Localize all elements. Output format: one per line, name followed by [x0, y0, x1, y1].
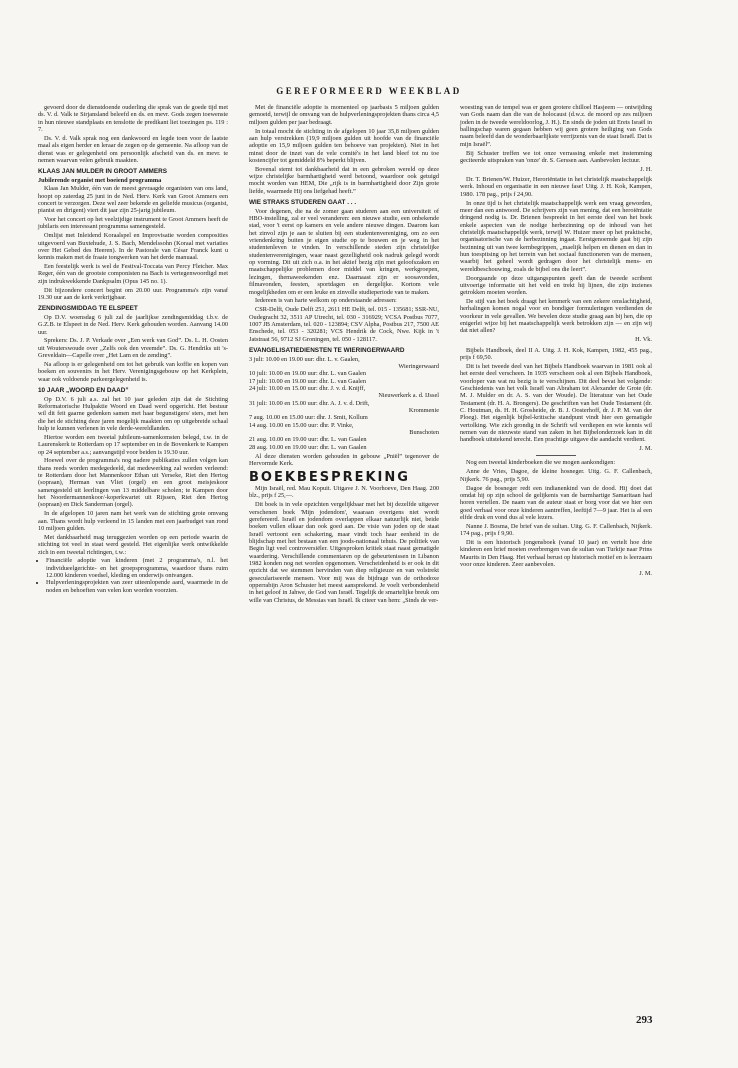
paragraph: Hiertoe worden een tweetal jubileum-samenkomsten belegd, t.w. in de Laurenskerk te Rotterdam op 17 september en in de Bovenkerk te Kampen op 24 september a.s.; aanvangstijd voor beiden is 19.30 uur. — [38, 433, 228, 456]
schedule-line: Nieuwerkerk a. d. IJssel — [378, 392, 439, 400]
paragraph: In onze tijd is het christelijk maatschappelijk werk een vraag geworden, meer dan een antwoord. De schrijvers zijn van mening, dat een heroiëntatie dringend nodig is. Dr. Brienen bespreekt in het eerste deel van het boek enkele aspecten van de nodige herbezinning op de inhoud van het christelijk maatschappelijk werk, terwijl W. Huizer meer op het praktische, organisatorische van de herbezinning ingaat. Eerstgenoemde gaat bij zijn bezinning uit van twee kernbegrippen, „maelijk helpen en dienen en dan in hun toespitsing op het terrein van het sociaal functioneren van de mensen, waarbij het geheel wordt gedragen door het christelijk mens- en wereldbeschouwing, zoals de bijbel ons die leert”. — [460, 199, 652, 273]
list-item: • Financiële adoptie van kinderen (met 2 programma's, n.l. het individueelgerichte- en het groepsprogramma, waardoor thans ruim 12.000 kinderen voedsel, kleding en onderwijs ontvangen. — [46, 557, 228, 579]
bullet-list — [38, 557, 228, 594]
paragraph: Al deze diensten worden gehouden in gebouw „Pniël” tegenover de Hervormde Kerk. — [249, 452, 439, 468]
paragraph: Bij Schuster treffen we tot onze verrassing enkele met instemming geciteerde uitspraken van 'onze' dr. S. Gerssen aan. Aanbevolen lectuur. — [460, 149, 652, 164]
paragraph: In de afgelopen 10 jaren nam het werk van de stichting grote omvang aan. Thans wordt hulp verleend in 15 landen met een jaarbudget van rond 10 miljoen gulden. — [38, 510, 228, 532]
section-subtitle: Jubilerende organist met boeiend programma — [38, 176, 162, 184]
schedule-line: 7 aug. 10.00 en 15.00 uur: dhr. J. Smit, Kollum — [249, 414, 368, 422]
paragraph: Klaas Jan Mulder, één van de meest gevraagde organisten van ons land, hoopt op zaterdag 25 juni in de Ned. Herv. Kerk van Groot Ammers een concert te verzorgen. Deze wel zeer bekende en geliefde musicus (organist, pianist en dirigent) viert dit jaar zijn 25-jarig jubileum. — [38, 185, 228, 215]
paragraph: Met de financiële adoptie is momenteel op jaarbasis 5 miljoen gulden gemoeid, terwijl de omvang van de hulpverleningsprojekten thans circa 4,5 miljoen gulden per jaar bedraagt. — [249, 104, 439, 126]
page-header: GEREFORMEERD WEEKBLAD — [276, 86, 462, 96]
paragraph: Voor het concert op het veelzijdige instrument te Groot Ammers heeft de jubilaris een interessant programma samengesteld. — [38, 216, 228, 231]
schedule-line: Bunschoten — [409, 428, 439, 436]
paragraph: CSR-Delft, Oude Delft 251, 2611 HE Delft, tel. 015 - 135681; SSR-NU, Oudegracht 32, 3511 AP Utrecht, tel. 030 - 316929; VCSA Postbus 7077, 1007 JB Amsterdam, tel. 020 - 123894; CSV Alpha, Postbus 217, 7500 AE Enschede, tel. 053 - 320281; VCS Hendrik de Cock, Nwe. Kijk in 't Jatstraat 56, 9712 SJ Groningen, tel. 050 - 128117. — [249, 306, 439, 343]
column-2 — [249, 104, 439, 606]
review-heading: Nanne J. Bosma, De brief van de sultan. Uitg. G. F. Callenbach, Nijkerk. 174 pag., prijs f 9,90. — [460, 522, 652, 538]
section-title: EVANGELISATIEDIENSTEN TE WIERINGERWAARD — [249, 346, 405, 354]
section-title: ZENDINGSMIDDAG TE ELSPEET — [38, 305, 138, 313]
section-title: KLAAS JAN MULDER IN GROOT AMMERS — [38, 168, 167, 176]
author-signature: J. H. — [640, 165, 652, 173]
service-schedule — [249, 356, 439, 451]
schedule-line: 3 juli: 10.00 en 19.00 uur: dhr. L. v. Gaalen, — [249, 355, 360, 363]
paragraph: gevoerd door de dienstdoende ouderling die sprak van de goede tijd met ds. V. d. Valk te Sirjansland beleefd en ds. en mevr. Gods zegen toewenste in hun nieuwe standplaats en tenslotte de predikant liet toezingen ps. 119 : 7. — [38, 104, 228, 134]
paragraph: Dit is het tweede deel van het Bijbels Handboek waarvan in 1981 ook al het eerste deel verscheen. In 1935 verscheen ook al een Bijbels Handboek, voorloper van wat nu bezig is te verschijnen. Dit deel bevat het volgende: Geschiedenis van het volk Israël van Abraham tot Alexander de Grote (dr. M. J. Mulder en dr. A. S. van der Woude). De literatuur van het Oude Testament (dr. H. A. Brongers). De geschriften van het Oude Testament (dr. C. Houtman, ds. H. H. Grosheide, dr. B. J. Oosterhoff, dr. J. P. M. van der Ploeg). Het eigenlijk bijbel-kritische standpunt vindt hier een gematigde vertolking. Wie zich grondig in de Schrift wil verdiepen en wie kennis wil nemen van de nieuwste stand van zaken in het Bijbelonderzoek kan in dit handboek uitstekend terecht. Een prachtige uitgave die aandacht verdient. — [460, 362, 652, 444]
paragraph: Iedereen is van harte welkom op onderstaande adressen: — [255, 297, 397, 305]
list-item: • Hulpverleningsprojekten van zeer uiteenlopende aard, waarmede in de noden en behoeften van velen kon worden voorzien. — [46, 579, 228, 594]
paragraph: Op D.V. woensdag 6 juli zal de jaarlijkse zendingsmiddag t.b.v. de G.Z.B. te Elspeet in de Ned. Herv. Kerk gehouden worden. Aanvang 14.00 uur. — [38, 313, 228, 336]
review-heading: Dr. T. Brienen/W. Huizer, Heroriëntatie in het christelijk maatschappelijk werk. Inhoud en organisatie in een nieuwe fase! Uitg. J. H. Kok, Kampen, 1980. 178 pag., prijs f 24,90. — [460, 176, 652, 198]
review-heading: Mijn Israël, red. Mau Kopuit. Uitgave J. N. Voorhoeve, Den Haag. 200 blz., prijs f 25,—. — [249, 485, 439, 500]
schedule-line: Wieringerwaard — [398, 362, 439, 370]
review-heading: Bijbels Handboek, deel II A. Uitg. J. H. Kok, Kampen, 1982, 455 pag., prijs f 69,50. — [460, 346, 652, 361]
column-3 — [460, 104, 652, 580]
schedule-line: 14 aug. 10.00 en 15.00 uur: dhr. P. Vinke, — [249, 421, 354, 429]
paragraph: Hoewel over de programma's nog nadere publikaties zullen volgen kan thans reeds worden medegedeeld, dat medewerking zal worden verleend: te Rotterdam door het Mannenkoor Ethan uit Yerseke, Riet den Hertog (sopraan), Herman van Vliet (orgel) en een groot meisjeskoor samengesteld uit leerlingen van 13 middelbare scholen; te Kampen door het Noordermannenkoor/-koperkwartet uit Rijssen, Riet den Hertog (sopraan) en Dick Sanderman (orgel). — [38, 457, 228, 509]
paragraph: Dit boek is in vele opzichten vergelijkbaar met het bij dezelfde uitgever verschenen boek 'Mijn jodendom', waaraan overigens niet wordt gerefereerd. Israël en jodendom overlappen elkaar natuurlijk niet, beide boeken vullen elkaar dan ook goed aan. De visie van joden op de staat Israël vertoont een schakering, maar vindt toch haar eenheid in de blijdschap met het bestaan van een joods-nationaal tehuis. De politiek van Begin ligt veel controversiëler. Uitgesproken kritiek staat naast gematigde waardering. Verschillende commentaren op de gebeurtenissen in Libanon 1982 konden nog net worden opgenomen. Verscheidenheid is er ook in dit opzicht dat we stemmen hervinden van diep religieuze en van volstrekt geseculariseerde mensen. Voor mij was de bijdrage van de orthodoxe opperrabijn Aron Schuster het meest aansprekend. Je voelt verbondenheid in het geloof in Jahwe, de God van Israël. Tegelijk de smartelijke breuk om wille van Christus, de Messias van Israël. Ik citeer van hem: „Sinds de ver- — [249, 501, 439, 604]
paragraph: De stijl van het boek draagt het kenmerk van een zekere omslachtigheid, herhalingen komen nogal voor en bondiger formuleringen verdienden de voorkeur in vele gevallen. We bevelen deze studie graag aan bij hen, die op enigerlei wijze bij het maatschappelijk werk betrokken zijn — en zijn wij dat niet allen? — [460, 298, 652, 335]
schedule-line: 17 juli: 10.00 en 19.00 uur: dhr. L. van Gaalen — [249, 377, 366, 385]
schedule-line: 31 juli: 10.00 en 15.00 uur: dhr. A. J. v. d. Drift, — [249, 399, 370, 407]
paragraph: Voor degenen, die na de zomer gaan studeren aan een universiteit of HBO-instelling, zal er veel veranderen: een nieuwe studie, een onbekende stad, voor 't eerst op kamers en vele andere nieuwe dingen. Daarom kan het zinvol zijn je aan te sluiten bij een studentenvereniging, om zo een vriendenkring buiten je eigen studie op te bouwen en je weg in het studentenleven te vinden. In verschillende steden zijn christelijke studentenverenigingen, waar naast gezelligheid ook nadruk gelegd wordt op vorming. Dit uit zich o.a. in het aktief bezig zijn met geloofszaken en maatschappelijke problemen door middel van kringen, werkgroepen, lezingen, themaweekenden enz. Daarnaast zijn er soosavonden, filmavonden, feesten, sportdagen en dergelijke. Kortom vele mogelijkheden om er een leuke en zinvolle studieperiode van te maken. — [249, 207, 439, 296]
paragraph: In totaal mocht de stichting in de afgelopen 10 jaar 35,8 miljoen gulden aan hulp verstrekken (19,9 miljoen gulden uit hoofde van de financiële adoptie en 15,9 miljoen gulden ten behoeve van projekten). Niet in het minst door de inzet van de vele comité's in het land bleef tot nu toe kostencijfer tot gemiddeld 8% beperkt blijven. — [249, 127, 439, 164]
paragraph: Een feestelijk werk is wel de Festival-Toccata van Percy Fletcher. Max Reger, één van de grootste componisten na Bach is vertegenwoordigd met zijn indrukwekkende Dankpsalm (Opus 145 no. 1). — [38, 263, 228, 285]
paragraph: Met dankbaarheid mag teruggezien worden op een periode waarin de stichting tot veel in staat werd gesteld. Het eigenlijke werk ontwikkelde zich in een tweetal richtingen, t.w.: — [38, 533, 228, 556]
author-signature: J. M. — [639, 445, 652, 453]
paragraph: Dit is een historisch jongensboek (vanaf 10 jaar) en vertelt hoe drie kinderen een brief moeten overbrengen van de sultan van Turkije naar Prins Maurits in Den Haag. Het verhaal berust op historisch motief en is leerzaam voor onze kinderen. Zeer aanbevolen. — [460, 538, 652, 568]
section-banner: BOEKBESPREKING — [249, 469, 410, 485]
schedule-line: 28 aug. 10.00 en 19.00 uur: dhr. L. van Gaalen — [249, 443, 367, 451]
section-title: 10 JAAR „WOORD EN DAAD” — [38, 387, 129, 395]
review-heading: Anne de Vries, Dagoe, de kleine hosneger. Uitg. G. F. Callenbach, Nijkerk. 76 pag., prijs 5,90. — [460, 468, 652, 483]
paragraph: Bovenal stemt tot dankbaarheid dat in een gebroken wereld op deze wijze christelijke barmhartigheid werd betoond, waardoor ook getuigd mocht worden van HEM, Die „rijk is in barmhartigheid door Zijn grote liefde, waarmede Hij ons liefgehad heeft.” — [249, 165, 439, 195]
divider — [536, 455, 576, 456]
paragraph: Na afloop is er gelegenheid om tot het gebruik van koffie en kopen van boeken en souvenirs in het Herv. Verenigingsgebouw op het Kerkplein, waar ook voldoende parkeergelegenheid is. — [38, 361, 228, 383]
paragraph: Nog een tweetal kinderboeken die we mogen aankondigen: — [466, 459, 616, 467]
author-signature: J. M. — [639, 569, 652, 577]
paragraph: Op D.V. 6 juli a.s. zal het 10 jaar geleden zijn dat de Stichting Reformatorische Hulpaktie Woord en Daad werd opgericht. Het bestuur wil dit feit gaarne gedenken samen met haar begunstigers/ sters, met hen die het de stichting deze jaren mogelijk maakten om op uitgebreide schaal hulp te kunnen verlenen in vele derde-wereldlanden. — [38, 395, 228, 432]
schedule-line: Krommenie — [408, 406, 439, 414]
paragraph: Doorgaande op deze uitgangspunten geeft dan de tweede scribent uitvoerige informatie uit het veld en trekt hij lijnen, die zijn inzienes getrokken moeten worden. — [460, 274, 652, 297]
paragraph: Sprekers: Ds. J. P. Verkade over „Een werk van God”. Ds. L. H. Oosten uit Wouterswoude over „Zelfs ook den vreemde”. Ds. G. Hendriks uit 's-Greveldain—Capelle over „Het Lam en de zending”. — [38, 337, 228, 360]
author-signature: H. Vk. — [635, 336, 652, 344]
paragraph: Omlijst met Inleidend Koraalspel en Improvisatie worden composities uitgevoerd van Buxtehude, J. S. Bach, Mendelssohn (Koraal met variaties over Het Gebed des Heeren). In de Pastorale van César Franck kunt u kennis maken met de fraaie tongwerken van het derde manuaal. — [38, 232, 228, 262]
schedule-line: 10 juli: 10.00 en 19.00 uur: dhr. L. van Gaalen — [249, 370, 366, 378]
schedule-line: 24 juli: 10.00 en 15.00 uur: dhr. J. v. d. Knijff, — [249, 384, 366, 392]
section-title: WIE STRAKS STUDEREN GAAT . . . — [249, 199, 357, 207]
paragraph: Dit bijzondere concert begint om 20.00 uur. Programma's zijn vanaf 19.30 uur aan de kerk verkrijgbaar. — [38, 286, 228, 301]
paragraph: woesting van de tempel was er geen grotere chilloel Hasjeem — ontwijding van Gods naam dan die van de holocaust (d.w.z. de moord op zes miljoen joden in de tweede wereldoorlog, J. H.). En sinds de joden uit Erets Israël in ballingschap waren gegaan hebben wij geen grotere heiliging van Gods naam beleefd dan de wonderbaarlijkste verrijzenis van de staat Israël. Dat is mijn Israël”. — [460, 104, 653, 148]
paragraph: Ds. V. d. Valk sprak nog een dankwoord en legde toen voor de laatste maal als eigen herder en leraar de zegen op de gemeente. Na afloop van de dienst was er gelegenheid om persoonlijk afscheid van ds. en mevr. te nemen waarvan velen gebruik maakten. — [38, 134, 228, 164]
column-1 — [38, 104, 228, 596]
page-number: 293 — [636, 1014, 653, 1026]
paragraph: Dagoe de bosneger redt een indianenkind van de dood. Hij doet dat omdat hij op zijn school de gelijkenis van de barmhartige Samaritaan had horen vertellen. De naam van de auteur staat er borg voor dat we hier een goed verhaal voor onze kinderen aantreffen, leeftijd 7—9 jaar. Het is al een elfde druk en vond dus al vele lezers. — [460, 484, 652, 521]
schedule-line: 21 aug. 10.00 en 19.00 uur: dhr. L. van Gaalen — [249, 436, 367, 444]
